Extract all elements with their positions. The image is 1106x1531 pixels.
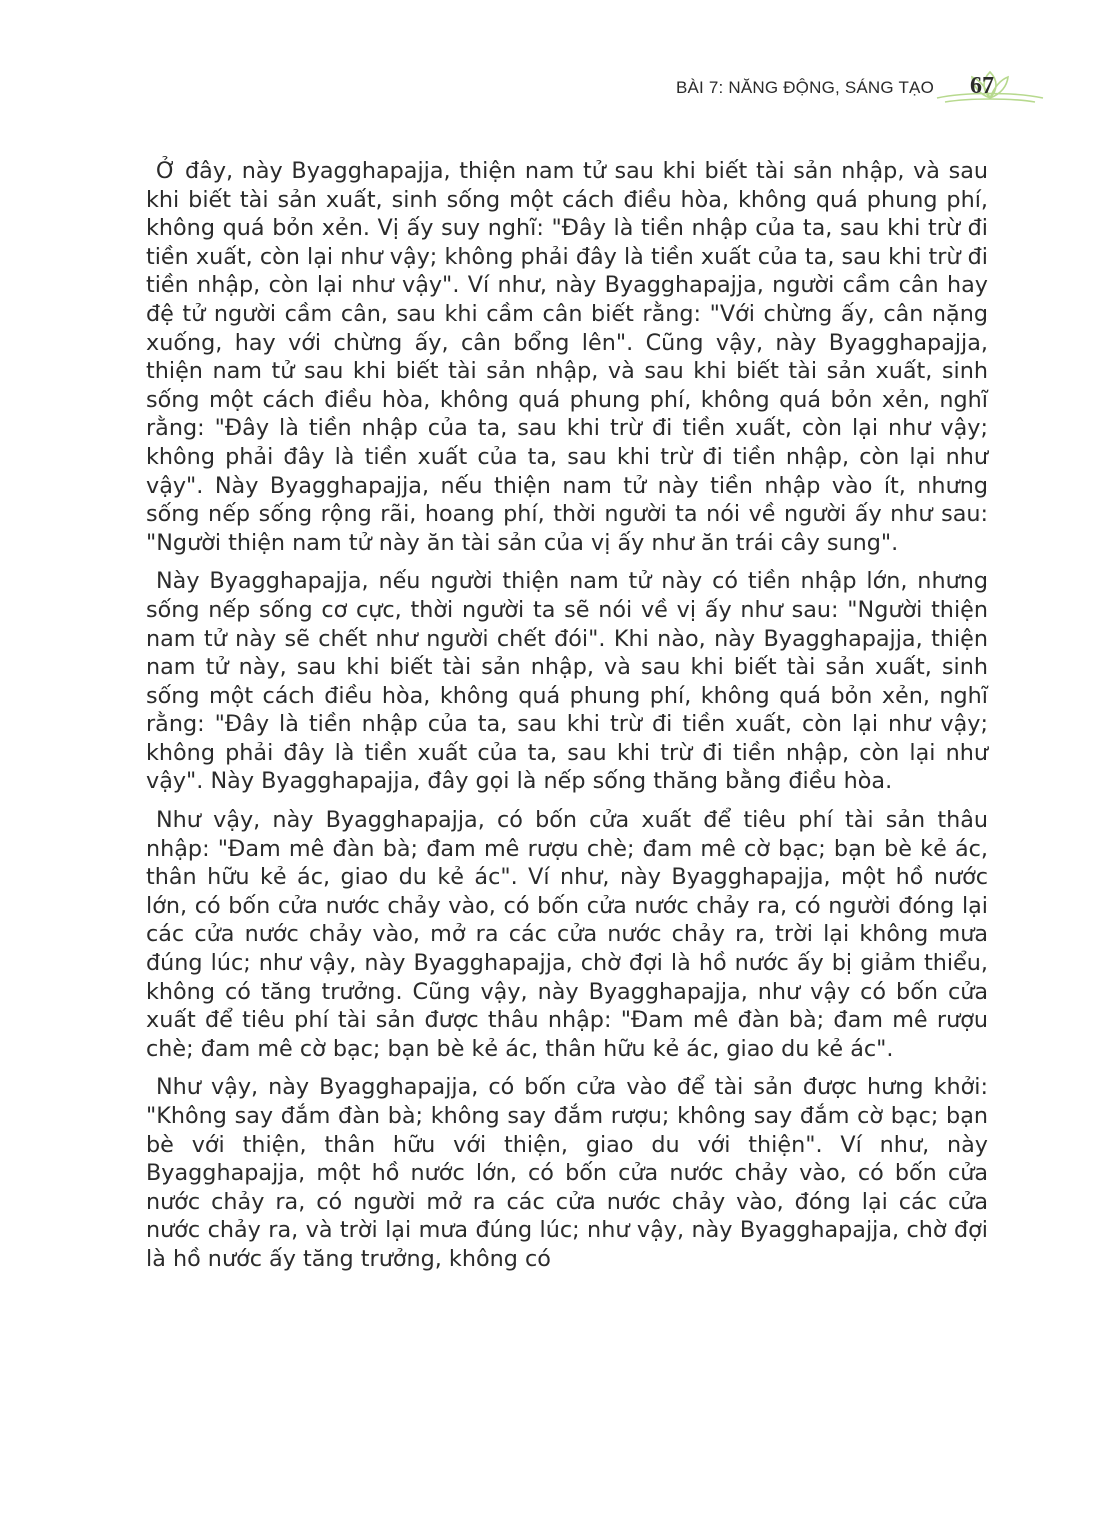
paragraph: Như vậy, này Byagghapajja, có bốn cửa vào để tài sản được hưng khởi: "Không say đắm đàn bà; không say đắm rượu; không say đắm cờ bạc; bạn bè với thiện, thân hữu với thiện, giao du với thiện". Ví như, này Byagghapajja, một hồ nước lớn, có bốn cửa nước chảy vào, có bốn cửa nước chảy ra, có người mở ra các cửa nước chảy vào, đóng lại các cửa nước chảy ra, và trời lại mưa đúng lúc; như vậy, này Byagghapajja, chờ đợi là hồ nước ấy tăng trưởng, không có: [146, 1074, 988, 1272]
paragraph: Này Byagghapajja, nếu người thiện nam tử này có tiền nhập lớn, nhưng sống nếp sống cơ cực, thời người ta sẽ nói về vị ấy như sau: "Người thiện nam tử này sẽ chết như người chết đói". Khi nào, này Byagghapajja, thiện nam tử này, sau khi biết tài sản nhập, và sau khi biết tài sản xuất, sinh sống một cách điều hòa, không quá phung phí, không quá bỏn xẻn, nghĩ rằng: "Đây là tiền nhập của ta, sau khi trừ đi tiền xuất, còn lại như vậy; không phải đây là tiền xuất của ta, sau khi trừ đi tiền nhập, còn lại như vậy". Này Byagghapajja, đây gọi là nếp sống thăng bằng điều hòa.: [146, 568, 988, 795]
paragraph: Như vậy, này Byagghapajja, có bốn cửa xuất để tiêu phí tài sản thâu nhập: "Đam mê đàn bà; đam mê rượu chè; đam mê cờ bạc; bạn bè kẻ ác, thân hữu kẻ ác, giao du kẻ ác". Ví như, này Byagghapajja, một hồ nước lớn, có bốn cửa nước chảy vào, có bốn cửa nước chảy ra, có người đóng lại các cửa nước chảy vào, mở ra các cửa nước chảy ra, trời lại không mưa đúng lúc; như vậy, này Byagghapajja, chờ đợi là hồ nước ấy bị giảm thiểu, không có tăng trưởng. Cũng vậy, này Byagghapajja, như vậy có bốn cửa xuất để tiêu phí tài sản được thâu nhập: "Đam mê đàn bà; đam mê rượu chè; đam mê cờ bạc; bạn bè kẻ ác, thân hữu kẻ ác, giao du kẻ ác".: [146, 807, 988, 1062]
running-title: BÀI 7: NĂNG ĐỘNG, SÁNG TẠO: [675, 78, 934, 97]
body-text: [146, 157, 988, 1284]
page-number: 67: [970, 73, 994, 99]
paragraph: Ở đây, này Byagghapajja, thiện nam tử sau khi biết tài sản nhập, và sau khi biết tài sản xuất, sinh sống một cách điều hòa, không quá phung phí, không quá bỏn xẻn. Vị ấy suy nghĩ: "Đây là tiền nhập của ta, sau khi trừ đi tiền xuất, còn lại như vậy; không phải đây là tiền xuất của ta, sau khi trừ đi tiền nhập, còn lại như vậy". Ví như, này Byagghapajja, người cầm cân hay đệ tử người cầm cân, sau khi cầm cân biết rằng: "Với chừng ấy, cân nặng xuống, hay với chừng ấy, cân bổng lên". Cũng vậy, này Byagghapajja, thiện nam tử sau khi biết tài sản nhập, và sau khi biết tài sản xuất, sinh sống một cách điều hòa, không quá phung phí, không quá bỏn xẻn, nghĩ rằng: "Đây là tiền nhập của ta, sau khi trừ đi tiền xuất, còn lại như vậy; không phải đây là tiền xuất của ta, sau khi trừ đi tiền nhập, còn lại như vậy". Này Byagghapajja, nếu thiện nam tử này tiền nhập vào ít, nhưng sống nếp sống rộng rãi, hoang phí, thời người ta nói về người ấy như sau: "Người thiện nam tử này ăn tài sản của vị ấy như ăn trái cây sung".: [146, 158, 988, 556]
page-header: [0, 68, 1106, 118]
